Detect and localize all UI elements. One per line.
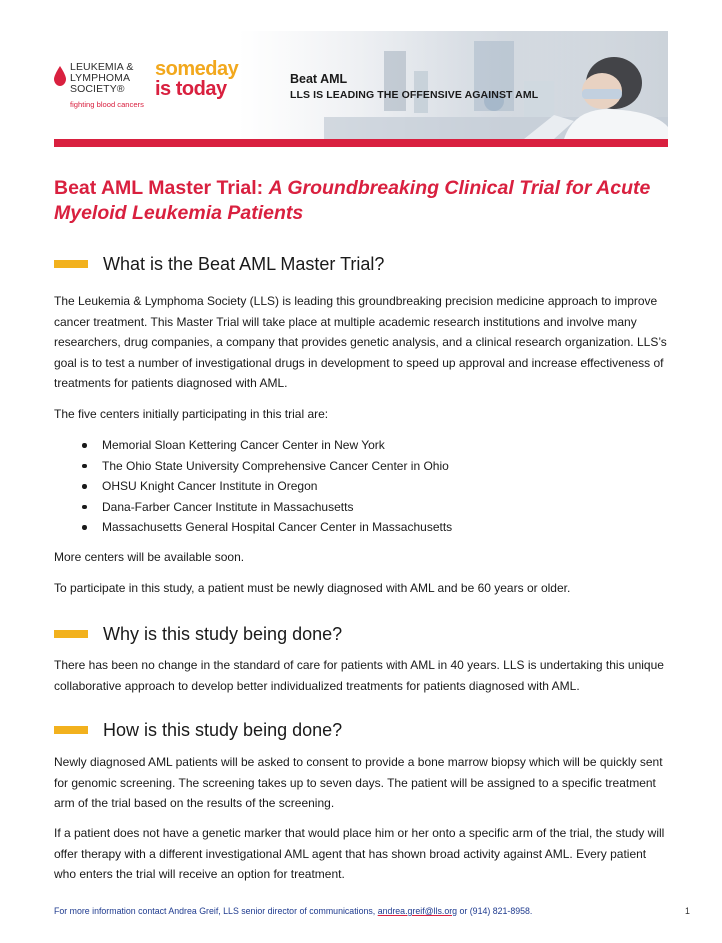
participating-centers-list [80,435,452,538]
list-item: Memorial Sloan Kettering Cancer Center in New York [80,435,452,456]
heading-accent-bar [54,260,88,268]
section-heading-text: How is this study being done? [103,719,343,740]
paragraph: The five centers initially participating in this trial are: [54,407,329,421]
list-item: Dana-Farber Cancer Institute in Massachusetts [80,497,452,518]
is-today-word: is today [155,78,227,100]
someday-word: someday [155,58,239,80]
lls-logo [54,62,154,114]
document-title [54,176,674,226]
contact-email-link[interactable]: andrea.greif@lls.org [377,906,458,916]
section-heading-text: What is the Beat AML Master Trial? [103,253,385,274]
footer-text: For more information contact Andrea Greif, LLS senior director of communications, [54,906,378,916]
footer-contact [54,906,532,916]
heading-accent-bar [54,630,88,638]
banner-red-rule [54,139,668,147]
footer-phone: or (914) 821-8958. [457,906,533,916]
banner-subtitle: LLS IS LEADING THE OFFENSIVE AGAINST AML [290,89,539,101]
paragraph: If a patient does not have a genetic marker that would place him or her onto a specific arm of the trial, the study will offer therapy with a different investigational AML agent that has shown broad activity against AML. Every patient who enters the trial will receive an option for treatment. [54,826,665,881]
lls-logo-name: LEUKEMIA & LYMPHOMA SOCIETY® [70,61,134,95]
someday-is-today-logo [155,59,238,99]
page-number: 1 [685,906,690,916]
paragraph: The Leukemia & Lymphoma Society (LLS) is leading this groundbreaking precision medicine approach to improve cancer treatment. This Master Trial will take place at multiple academic research institutions and involve many researchers, drug companies, a company that provides genetic analysis, and a clinical research organization. LLS’s goal is to test a number of investigational drugs in development to speed up approval and increase effectiveness of treatments for patients diagnosed with AML. [54,294,667,390]
list-item: Massachusetts General Hospital Cancer Center in Massachusetts [80,517,452,538]
heading-accent-bar [54,726,88,734]
paragraph: To participate in this study, a patient must be newly diagnosed with AML and be 60 years or older. [54,581,571,595]
section-heading-how [54,719,342,741]
title-plain: Beat AML Master Trial: [54,177,269,199]
paragraph: More centers will be available soon. [54,550,245,564]
list-item: OHSU Knight Cancer Institute in Oregon [80,476,452,497]
section-heading-why [54,623,342,645]
title-italic: A Groundbreaking Clinical Trial for Acute Myeloid Leukemia Patients [54,177,651,224]
lls-logo-tagline: fighting blood cancers [70,100,144,109]
blood-drop-icon [54,66,66,86]
section-heading-text: Why is this study being done? [103,623,343,644]
list-item: The Ohio State University Comprehensive Cancer Center in Ohio [80,456,452,477]
section-heading-what [54,253,384,275]
paragraph: Newly diagnosed AML patients will be asked to consent to provide a bone marrow biopsy which will be quickly sent for genomic screening. The screening takes up to seven days. The patient will be assigned to a specific treatment arm of the trial based on the results of the screening. [54,755,663,810]
paragraph: There has been no change in the standard of care for patients with AML in 40 years. LLS is undertaking this unique collaborative approach to develop better individualized treatments for patients diagnosed with AML. [54,658,664,693]
banner-title: Beat AML [290,72,348,86]
